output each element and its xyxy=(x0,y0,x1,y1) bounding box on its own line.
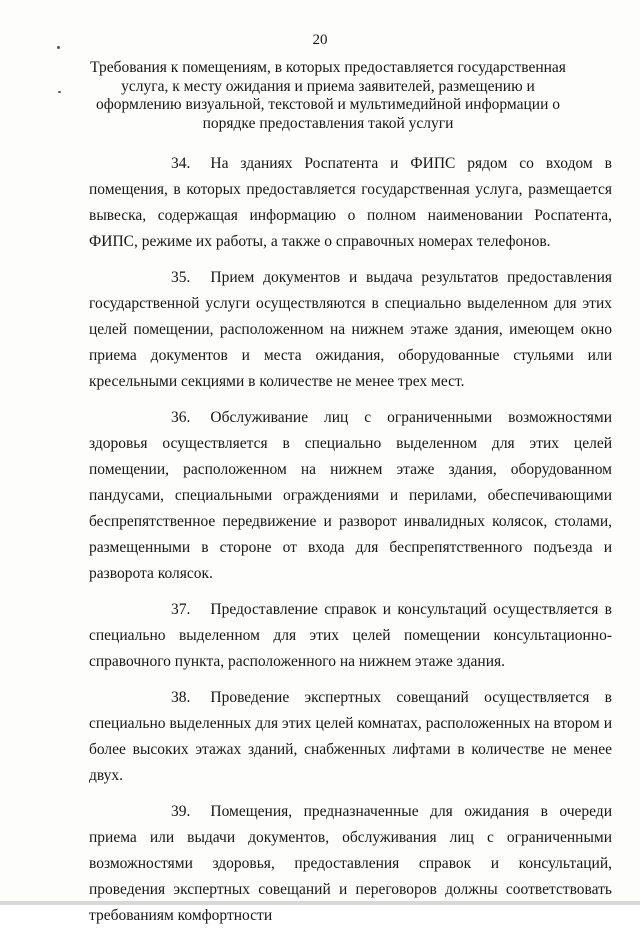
page-number: 20 xyxy=(312,32,328,48)
document-body xyxy=(89,151,612,939)
paragraph-34 xyxy=(89,151,612,255)
paragraph-35 xyxy=(89,265,612,395)
scan-bottom-edge xyxy=(0,901,640,905)
paragraph-number: 34. xyxy=(171,155,191,172)
paragraph-39 xyxy=(89,799,612,929)
paragraph-37 xyxy=(89,597,612,675)
paragraph-text: Проведение экспертных совещаний осуществляется в специально выделенных для этих целей комнатах, расположенных на втором и более высоких этажах зданий, снабженных лифтами в количестве не менее двух. xyxy=(89,689,612,784)
paragraph-text: Помещения, предназначенные для ожидания в очереди приема или выдачи документов, обслуживания лиц с ограниченными возможностями здоровья, предоставления справок и консультаций, проведения экспертных совещаний и переговоров должны соответствовать требованиям комфортности xyxy=(89,803,612,924)
paragraph-38 xyxy=(89,685,612,789)
paragraph-number: 39. xyxy=(171,803,191,820)
paragraph-number: 37. xyxy=(171,601,191,618)
paragraph-36 xyxy=(89,405,612,587)
paragraph-number: 35. xyxy=(171,269,191,286)
scan-speck xyxy=(58,91,61,93)
paragraph-text: Предоставление справок и консультаций осуществляется в специально выделенном для этих целей помещении консультационно-справочного пункта, расположенного на нижнем этаже здания. xyxy=(89,601,612,670)
paragraph-text: Обслуживание лиц с ограниченными возможностями здоровья осуществляется в специально выделенном для этих целей помещении, расположенном на нижнем этаже здания, оборудованном пандусами, специальными ограждениями и перилами, обеспечивающими беспрепятственное передвижение и разворот инвалидных колясок, столами, размещенными в стороне от входа для беспрепятственного подъезда и разворота колясок. xyxy=(89,409,612,582)
paragraph-text: На зданиях Роспатента и ФИПС рядом со входом в помещения, в которых предоставляется государственная услуга, размещается вывеска, содержащая информацию о полном наименовании Роспатента, ФИПС, режиме их работы, а также о справочных номерах телефонов. xyxy=(89,155,612,250)
paragraph-number: 38. xyxy=(171,689,191,706)
paragraph-text: Прием документов и выдача результатов предоставления государственной услуги осуществляются в специально выделенном для этих целей помещении, расположенном на нижнем этаже здания, имеющем окно приема документов и места ожидания, оборудованные стульями или кресельными секциями в количестве не менее трех мест. xyxy=(89,269,612,390)
paragraph-number: 36. xyxy=(171,409,191,426)
section-heading: Требования к помещениям, в которых предоставляется государственная услуга, к месту ожидания и приема заявителей, размещению и оформлению визуальной, текстовой и мультимедийной информации о порядке предоставления такой услуги xyxy=(90,59,566,132)
